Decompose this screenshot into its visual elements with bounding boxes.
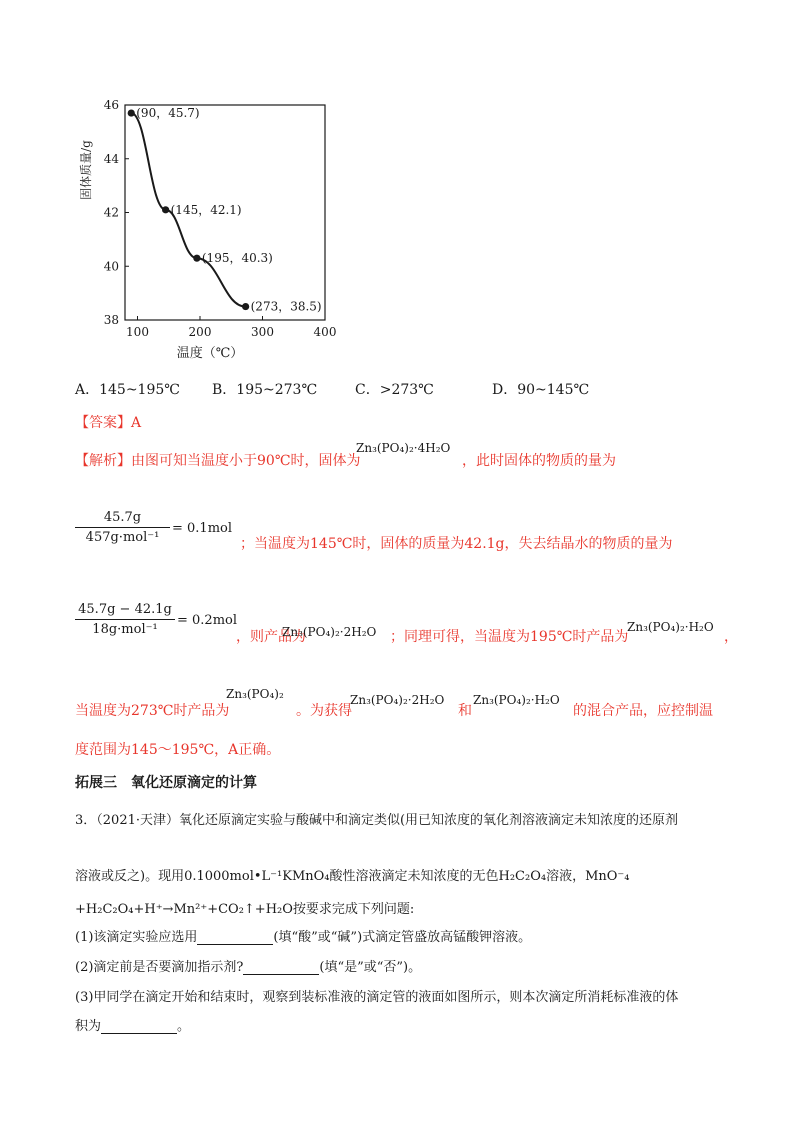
answer-blank[interactable] bbox=[197, 930, 273, 945]
analysis-line-4-text: 当温度为273℃时产品为 bbox=[75, 703, 230, 719]
analysis-line-4-tail: 的混合产品，应控制温 bbox=[573, 703, 713, 719]
fraction-moles-solid bbox=[75, 510, 170, 545]
analysis-line-4-mid: 。为获得 bbox=[296, 703, 352, 719]
analysis-line-5: 度范围为145～195℃，A正确。 bbox=[75, 742, 281, 758]
fraction-denominator: 457g·mol⁻¹ bbox=[85, 530, 160, 545]
fraction-moles-water bbox=[75, 602, 175, 637]
sub-question-1-tail: (填“酸”或“碱”)式滴定管盛放高锰酸钾溶液。 bbox=[273, 930, 532, 945]
x-tick-label: 400 bbox=[313, 325, 337, 339]
y-tick-label: 38 bbox=[103, 313, 119, 327]
y-tick-label: 40 bbox=[103, 259, 119, 274]
option-c[interactable]: C．>273℃ bbox=[355, 382, 434, 398]
option-d[interactable]: D．90~145℃ bbox=[492, 382, 590, 398]
analysis-line-4-and: 和 bbox=[458, 703, 472, 719]
data-point-label: (195，40.3) bbox=[201, 251, 273, 266]
data-point-label: (273，38.5) bbox=[250, 299, 322, 314]
mass-temperature-chart bbox=[70, 95, 350, 370]
sub-question-1-text: (1)该滴定实验应选用 bbox=[75, 930, 198, 945]
sub-question-1 bbox=[75, 926, 531, 945]
sub-question-3-tail: 。 bbox=[177, 1019, 191, 1034]
sub-question-3-text: 积为 bbox=[75, 1019, 102, 1034]
analysis-line-3-tail: ， bbox=[724, 629, 738, 645]
sub-question-2 bbox=[75, 956, 421, 975]
sub-question-2-tail: (填“是”或“否”)。 bbox=[319, 960, 422, 975]
sub-question-2-text: (2)滴定前是否要滴加指示剂? bbox=[75, 960, 244, 975]
y-tick-label: 46 bbox=[103, 98, 119, 112]
formula-zn3po42-h2o: Zn₃(PO₄)₂·H₂O bbox=[473, 693, 560, 707]
x-tick-label: 100 bbox=[126, 325, 149, 339]
data-point-label: (90，45.7) bbox=[136, 106, 200, 121]
answer: 【答案】A bbox=[75, 415, 142, 431]
data-point bbox=[162, 206, 169, 213]
formula-zn3po42-4h2o: Zn₃(PO₄)₂·4H₂O bbox=[356, 441, 451, 455]
analysis-line-1-tail: ，此时固体的物质的量为 bbox=[462, 453, 616, 469]
formula-zn3po42-h2o: Zn₃(PO₄)₂·H₂O bbox=[627, 620, 714, 634]
fraction-result: = 0.1mol bbox=[172, 521, 233, 536]
y-tick-label: 44 bbox=[103, 151, 119, 166]
sub-question-3-line-2 bbox=[75, 1015, 190, 1034]
question-3-line-1: 3．（2021·天津）氧化还原滴定实验与酸碱中和滴定类似(用已知浓度的氧化剂溶液滴定未知浓度的还原剂 bbox=[75, 813, 679, 828]
question-3-line-2: 溶液或反之)。现用0.1000mol•L⁻¹KMnO₄酸性溶液滴定未知浓度的无色H₂C₂O₄溶液，MnO⁻₄ bbox=[75, 869, 630, 884]
analysis-line-1-text: 【解析】由图可知当温度小于90℃时，固体为 bbox=[75, 453, 361, 469]
fraction-denominator: 18g·mol⁻¹ bbox=[92, 622, 158, 637]
option-a[interactable]: A．145~195℃ bbox=[75, 382, 180, 398]
fraction-numerator: 45.7g bbox=[75, 510, 170, 528]
question-3-line-3: +H₂C₂O₄+H⁺→Mn²⁺+CO₂↑+H₂O按要求完成下列问题: bbox=[75, 902, 415, 917]
data-point-label: (145，42.1) bbox=[170, 202, 242, 217]
answer-blank[interactable] bbox=[243, 960, 319, 975]
formula-zn3po42: Zn₃(PO₄)₂ bbox=[226, 687, 284, 701]
y-axis-label: 固体质量/g bbox=[79, 140, 93, 200]
section-title: 拓展三 氧化还原滴定的计算 bbox=[75, 775, 257, 791]
y-tick-label: 42 bbox=[103, 205, 119, 220]
x-axis-label: 温度（℃） bbox=[176, 346, 244, 361]
sub-question-3-line-1: (3)甲同学在滴定开始和结束时，观察到装标准液的滴定管的液面如图所示，则本次滴定所消耗标准液的体 bbox=[75, 990, 679, 1005]
answer-blank[interactable] bbox=[101, 1019, 177, 1034]
analysis-line-2-text: ；当温度为145℃时，固体的质量为42.1g，失去结晶水的物质的量为 bbox=[240, 536, 673, 552]
data-point bbox=[128, 109, 135, 116]
x-tick-label: 300 bbox=[251, 325, 274, 339]
x-tick-label: 200 bbox=[188, 325, 212, 339]
option-b[interactable]: B．195~273℃ bbox=[212, 382, 318, 398]
analysis-line-3-mid: ；同理可得，当温度为195℃时产品为 bbox=[390, 629, 629, 645]
fraction-numerator: 45.7g − 42.1g bbox=[75, 602, 175, 620]
formula-zn3po42-2h2o: Zn₃(PO₄)₂·2H₂O bbox=[282, 625, 377, 639]
fraction-result: = 0.2mol bbox=[177, 613, 238, 628]
data-point bbox=[193, 255, 200, 262]
formula-zn3po42-2h2o: Zn₃(PO₄)₂·2H₂O bbox=[350, 693, 445, 707]
analysis-line-3-text: ，则产品为 bbox=[236, 629, 306, 645]
data-point bbox=[242, 303, 249, 310]
